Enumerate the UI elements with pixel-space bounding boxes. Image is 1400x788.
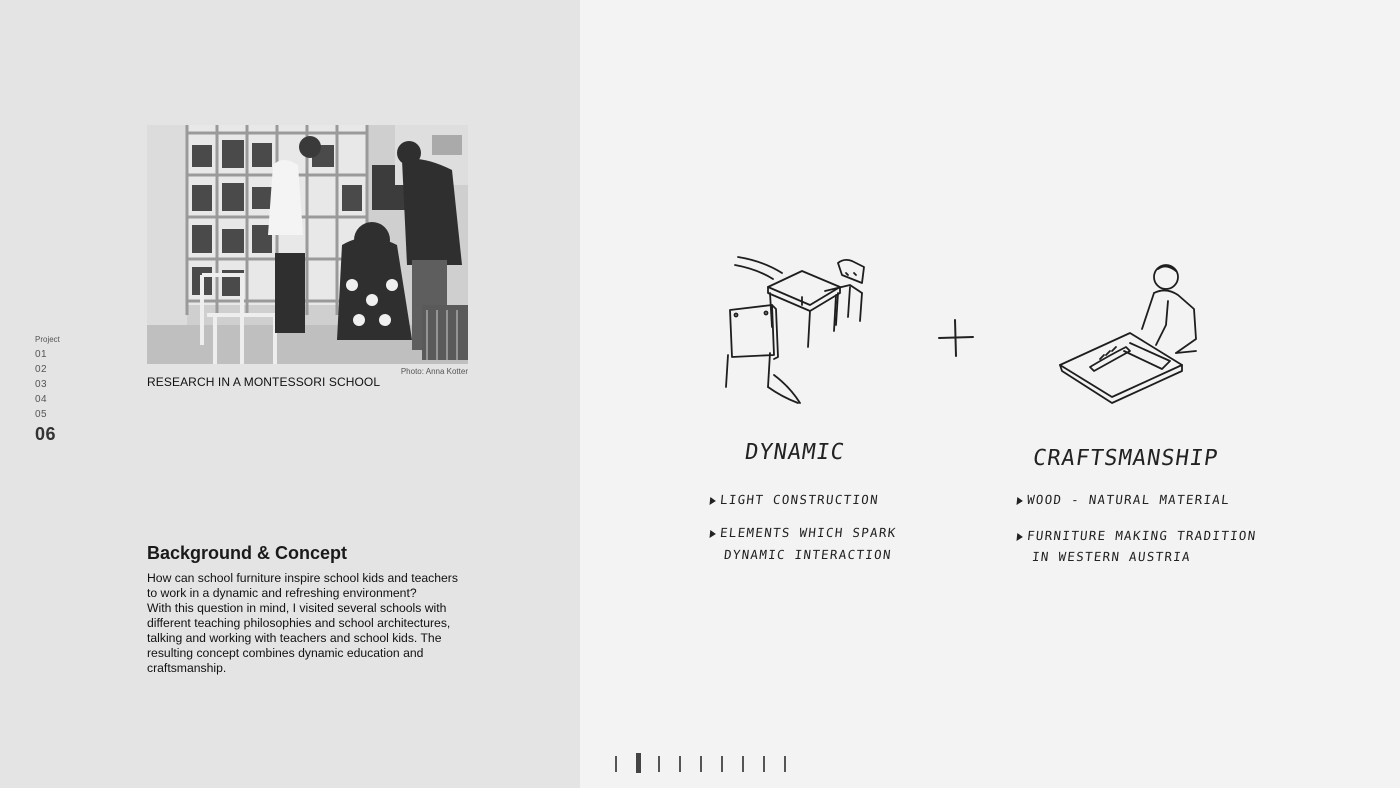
craftsmanship-bullet	[1016, 525, 1258, 547]
pager-tick[interactable]	[721, 756, 723, 772]
section-body-line: craftsmanship.	[147, 661, 227, 675]
section-body-line: How can school furniture inspire school kids and teachers	[147, 571, 458, 585]
project-link-05[interactable]: 05	[35, 409, 48, 420]
project-link-03[interactable]: 03	[35, 379, 48, 390]
photo-illustration	[147, 125, 468, 364]
dynamic-bullet	[709, 489, 880, 511]
project-link-01[interactable]: 01	[35, 349, 48, 360]
pager-tick[interactable]	[700, 756, 702, 772]
section-body-line: talking and working with teachers and school kids. The	[147, 631, 442, 645]
dynamic-bullet-text: LIGHT CONSTRUCTION	[719, 492, 880, 507]
section-body-line: With this question in mind, I visited several schools with	[147, 601, 447, 615]
slide-pager	[615, 756, 805, 773]
bullet-triangle-icon	[1017, 533, 1024, 541]
pager-tick[interactable]	[615, 756, 617, 772]
craftsmanship-bullet-continuation: IN WESTERN AUSTRIA	[1031, 549, 1192, 564]
photo-credit: Photo: Anna Kotter	[400, 367, 468, 376]
project-link-04[interactable]: 04	[35, 394, 48, 405]
bullet-triangle-icon	[710, 497, 717, 505]
craftsman-sketch	[1050, 255, 1210, 405]
section-body-line: resulting concept combines dynamic education and	[147, 646, 424, 660]
section-title: Background & Concept	[147, 543, 348, 563]
pager-tick[interactable]	[742, 756, 744, 772]
bullet-triangle-icon	[710, 530, 717, 538]
project-nav	[35, 335, 95, 445]
section-body-line: different teaching philosophies and school architectures,	[147, 616, 451, 630]
montessori-photo	[147, 125, 468, 364]
dynamic-furniture-sketch	[710, 245, 880, 410]
dynamic-heading: DYNAMIC	[743, 440, 847, 465]
bullet-triangle-icon	[1017, 497, 1024, 505]
right-panel	[580, 0, 1400, 788]
project-link-active[interactable]: 06	[35, 424, 57, 444]
pager-tick[interactable]	[763, 756, 765, 772]
craftsmanship-heading: CRAFTSMANSHIP	[1031, 446, 1220, 471]
pager-tick-active[interactable]	[636, 753, 641, 773]
craftsmanship-bullet	[1016, 489, 1231, 511]
project-link-02[interactable]: 02	[35, 364, 48, 375]
section-body	[147, 571, 477, 676]
pager-tick[interactable]	[679, 756, 681, 772]
dynamic-bullet-continuation: DYNAMIC INTERACTION	[723, 547, 893, 562]
craftsmanship-bullet-text: WOOD - NATURAL MATERIAL	[1026, 492, 1231, 507]
dynamic-bullet	[709, 522, 898, 544]
pager-tick[interactable]	[784, 756, 786, 772]
dynamic-bullet-text: ELEMENTS WHICH SPARK	[719, 525, 898, 540]
craftsmanship-bullet-text: FURNITURE MAKING TRADITION	[1026, 528, 1258, 543]
pager-tick[interactable]	[658, 756, 660, 772]
project-nav-label: Project	[35, 335, 60, 344]
photo-caption: RESEARCH IN A MONTESSORI SCHOOL	[147, 375, 381, 389]
plus-icon	[935, 318, 975, 358]
section-body-line: to work in a dynamic and refreshing environment?	[147, 586, 417, 600]
